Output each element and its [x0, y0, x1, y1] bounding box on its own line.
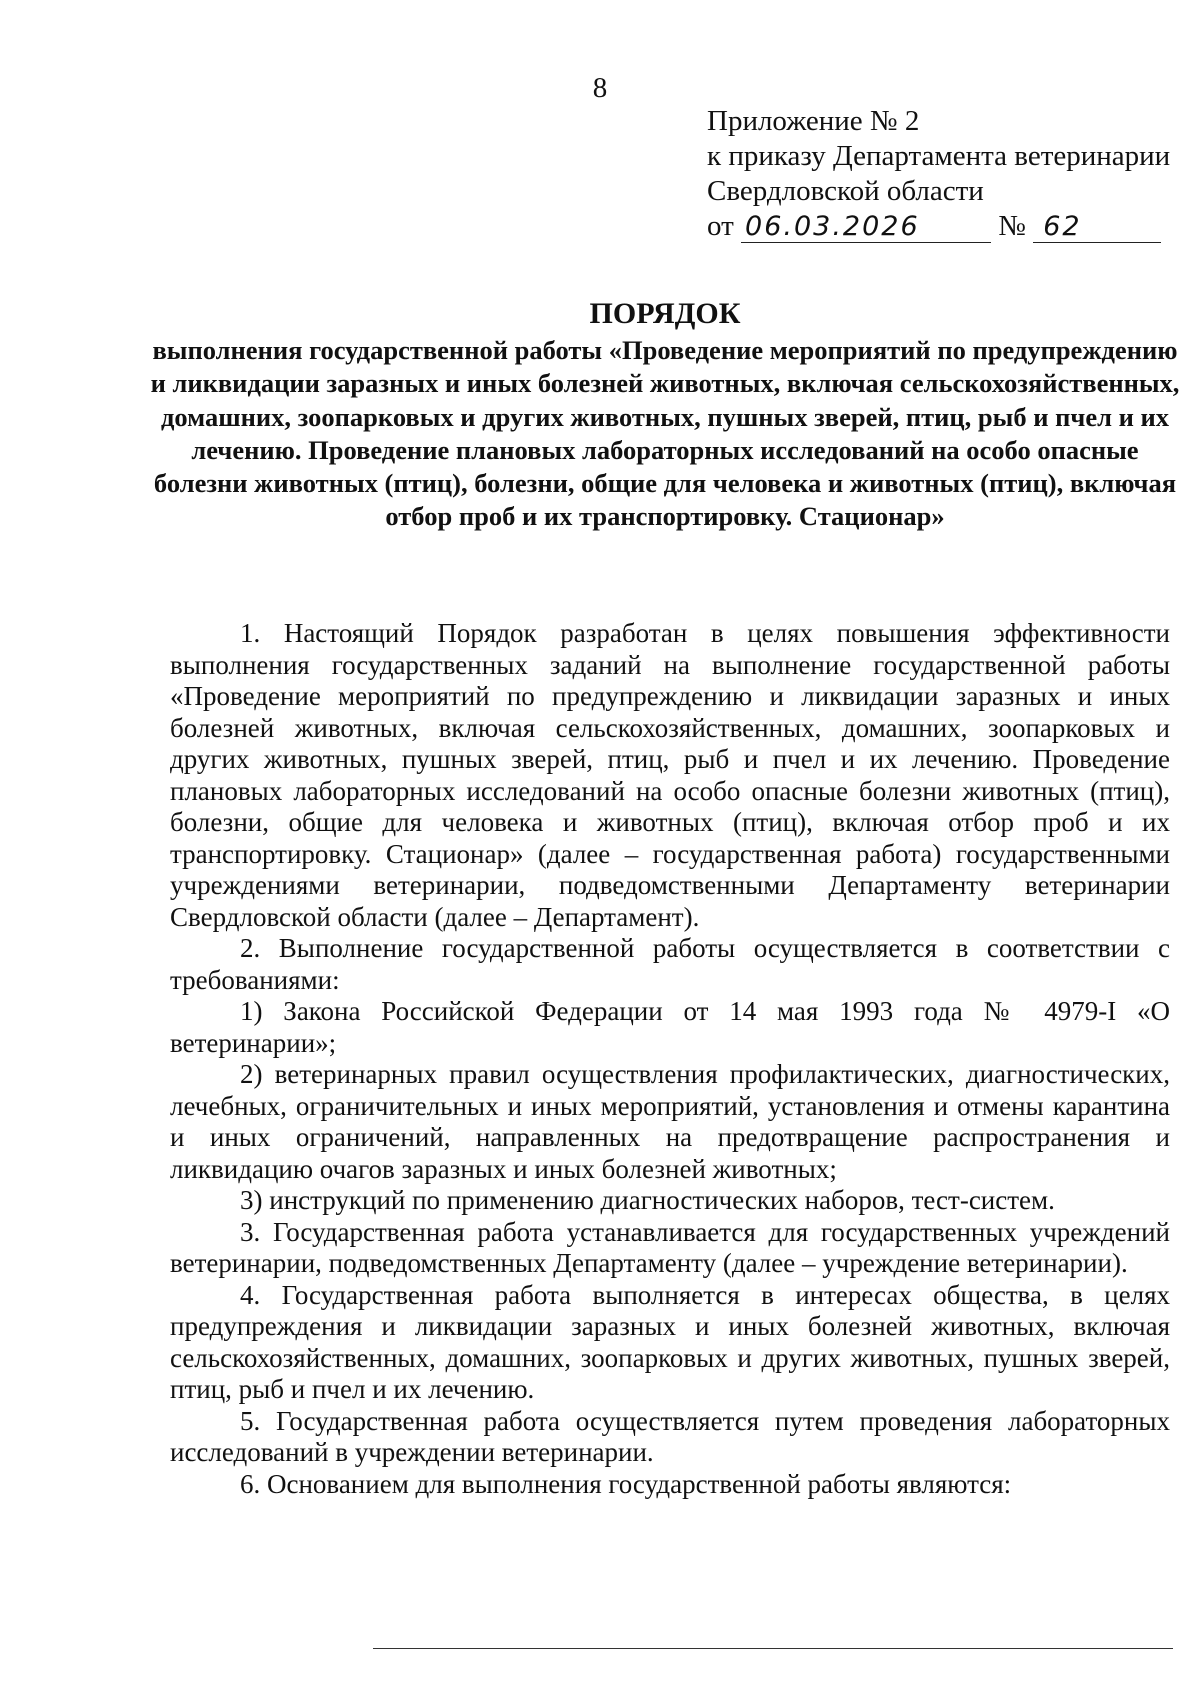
date-prefix: от: [707, 210, 734, 242]
handwritten-number: 62: [1033, 212, 1161, 243]
paragraph-3: 3. Государственная работа устанавливается для государственных учреждений ветеринарии, подведомственных Департаменту (далее – учреждение ветеринарии).: [170, 1216, 1170, 1278]
document-subtitle: выполнения государственной работы «Проведение мероприятий по предупреждению и ликвидации заразных и иных болезней животных, включая сельскохозяйственных, домашних, зоопарковых и других животных, пушных зверей, птиц, рыб и пчел и их лечению. Проведение плановых лабораторных исследований на особо опасные болезни животных (птиц), болезни, общие для человека и животных (птиц), включая отбор проб и их транспортировку. Стационар»: [150, 335, 1180, 532]
paragraph-4: 4. Государственная работа выполняется в интересах общества, в целях предупреждения и ликвидации заразных и иных болезней животных, включая сельскохозяйственных, домашних, зоопарковых и других животных, пушных зверей, птиц, рыб и пчел и их лечению.: [170, 1279, 1170, 1404]
number-prefix: №: [998, 210, 1026, 242]
subitem-2-2: 2) ветеринарных правил осуществления профилактических, диагностических, лечебных, ограничительных и иных мероприятий, установления и отмены карантина и иных ограничений, направленных на предотвращение распространения и ликвидацию очагов заразных и иных болезней животных;: [170, 1059, 1170, 1184]
document-body: [170, 618, 1170, 1500]
document-title: ПОРЯДОК: [589, 297, 741, 330]
appendix-header: [707, 104, 1170, 244]
document-title-block: [150, 296, 1180, 534]
paragraph-2: 2. Выполнение государственной работы осуществляется в соответствии с требованиями:: [170, 933, 1170, 995]
paragraph-5: 5. Государственная работа осуществляется путем проведения лабораторных исследований в учреждении ветеринарии.: [170, 1405, 1170, 1467]
handwritten-date: 06.03.2026: [741, 212, 991, 243]
paragraph-1: 1. Настоящий Порядок разработан в целях повышения эффективности выполнения государственных заданий на выполнение государственной работы «Проведение мероприятий по предупреждению и ликвидации заразных и иных болезней животных, включая сельскохозяйственных, домашних, зоопарковых и других животных, пушных зверей, птиц, рыб и пчел и их лечению. Проведение плановых лабораторных исследований на особо опасные болезни животных (птиц), болезни, общие для человека и животных (птиц), включая отбор проб и их транспортировку. Стационар» (далее – государственная работа) государственными учреждениями ветеринарии, подведомственными Департаменту ветеринарии Свердловской области (далее – Департамент).: [170, 618, 1170, 932]
paragraph-6: 6. Основанием для выполнения государственной работы являются:: [240, 1468, 1012, 1499]
appendix-title: Приложение № 2: [707, 105, 920, 137]
page-number: 8: [592, 72, 608, 104]
appendix-order-ref: к приказу Департамента ветеринарии: [707, 140, 1171, 172]
appendix-date-line: [707, 209, 1170, 244]
footer-divider: [373, 1648, 1173, 1649]
subitem-2-3: 3) инструкций по применению диагностических наборов, тест-систем.: [240, 1185, 1055, 1215]
appendix-region: Свердловской области: [707, 175, 984, 207]
subitem-2-1: 1) Закона Российской Федерации от 14 мая 1993 года № 4979-I «О ветеринарии»;: [170, 996, 1170, 1058]
